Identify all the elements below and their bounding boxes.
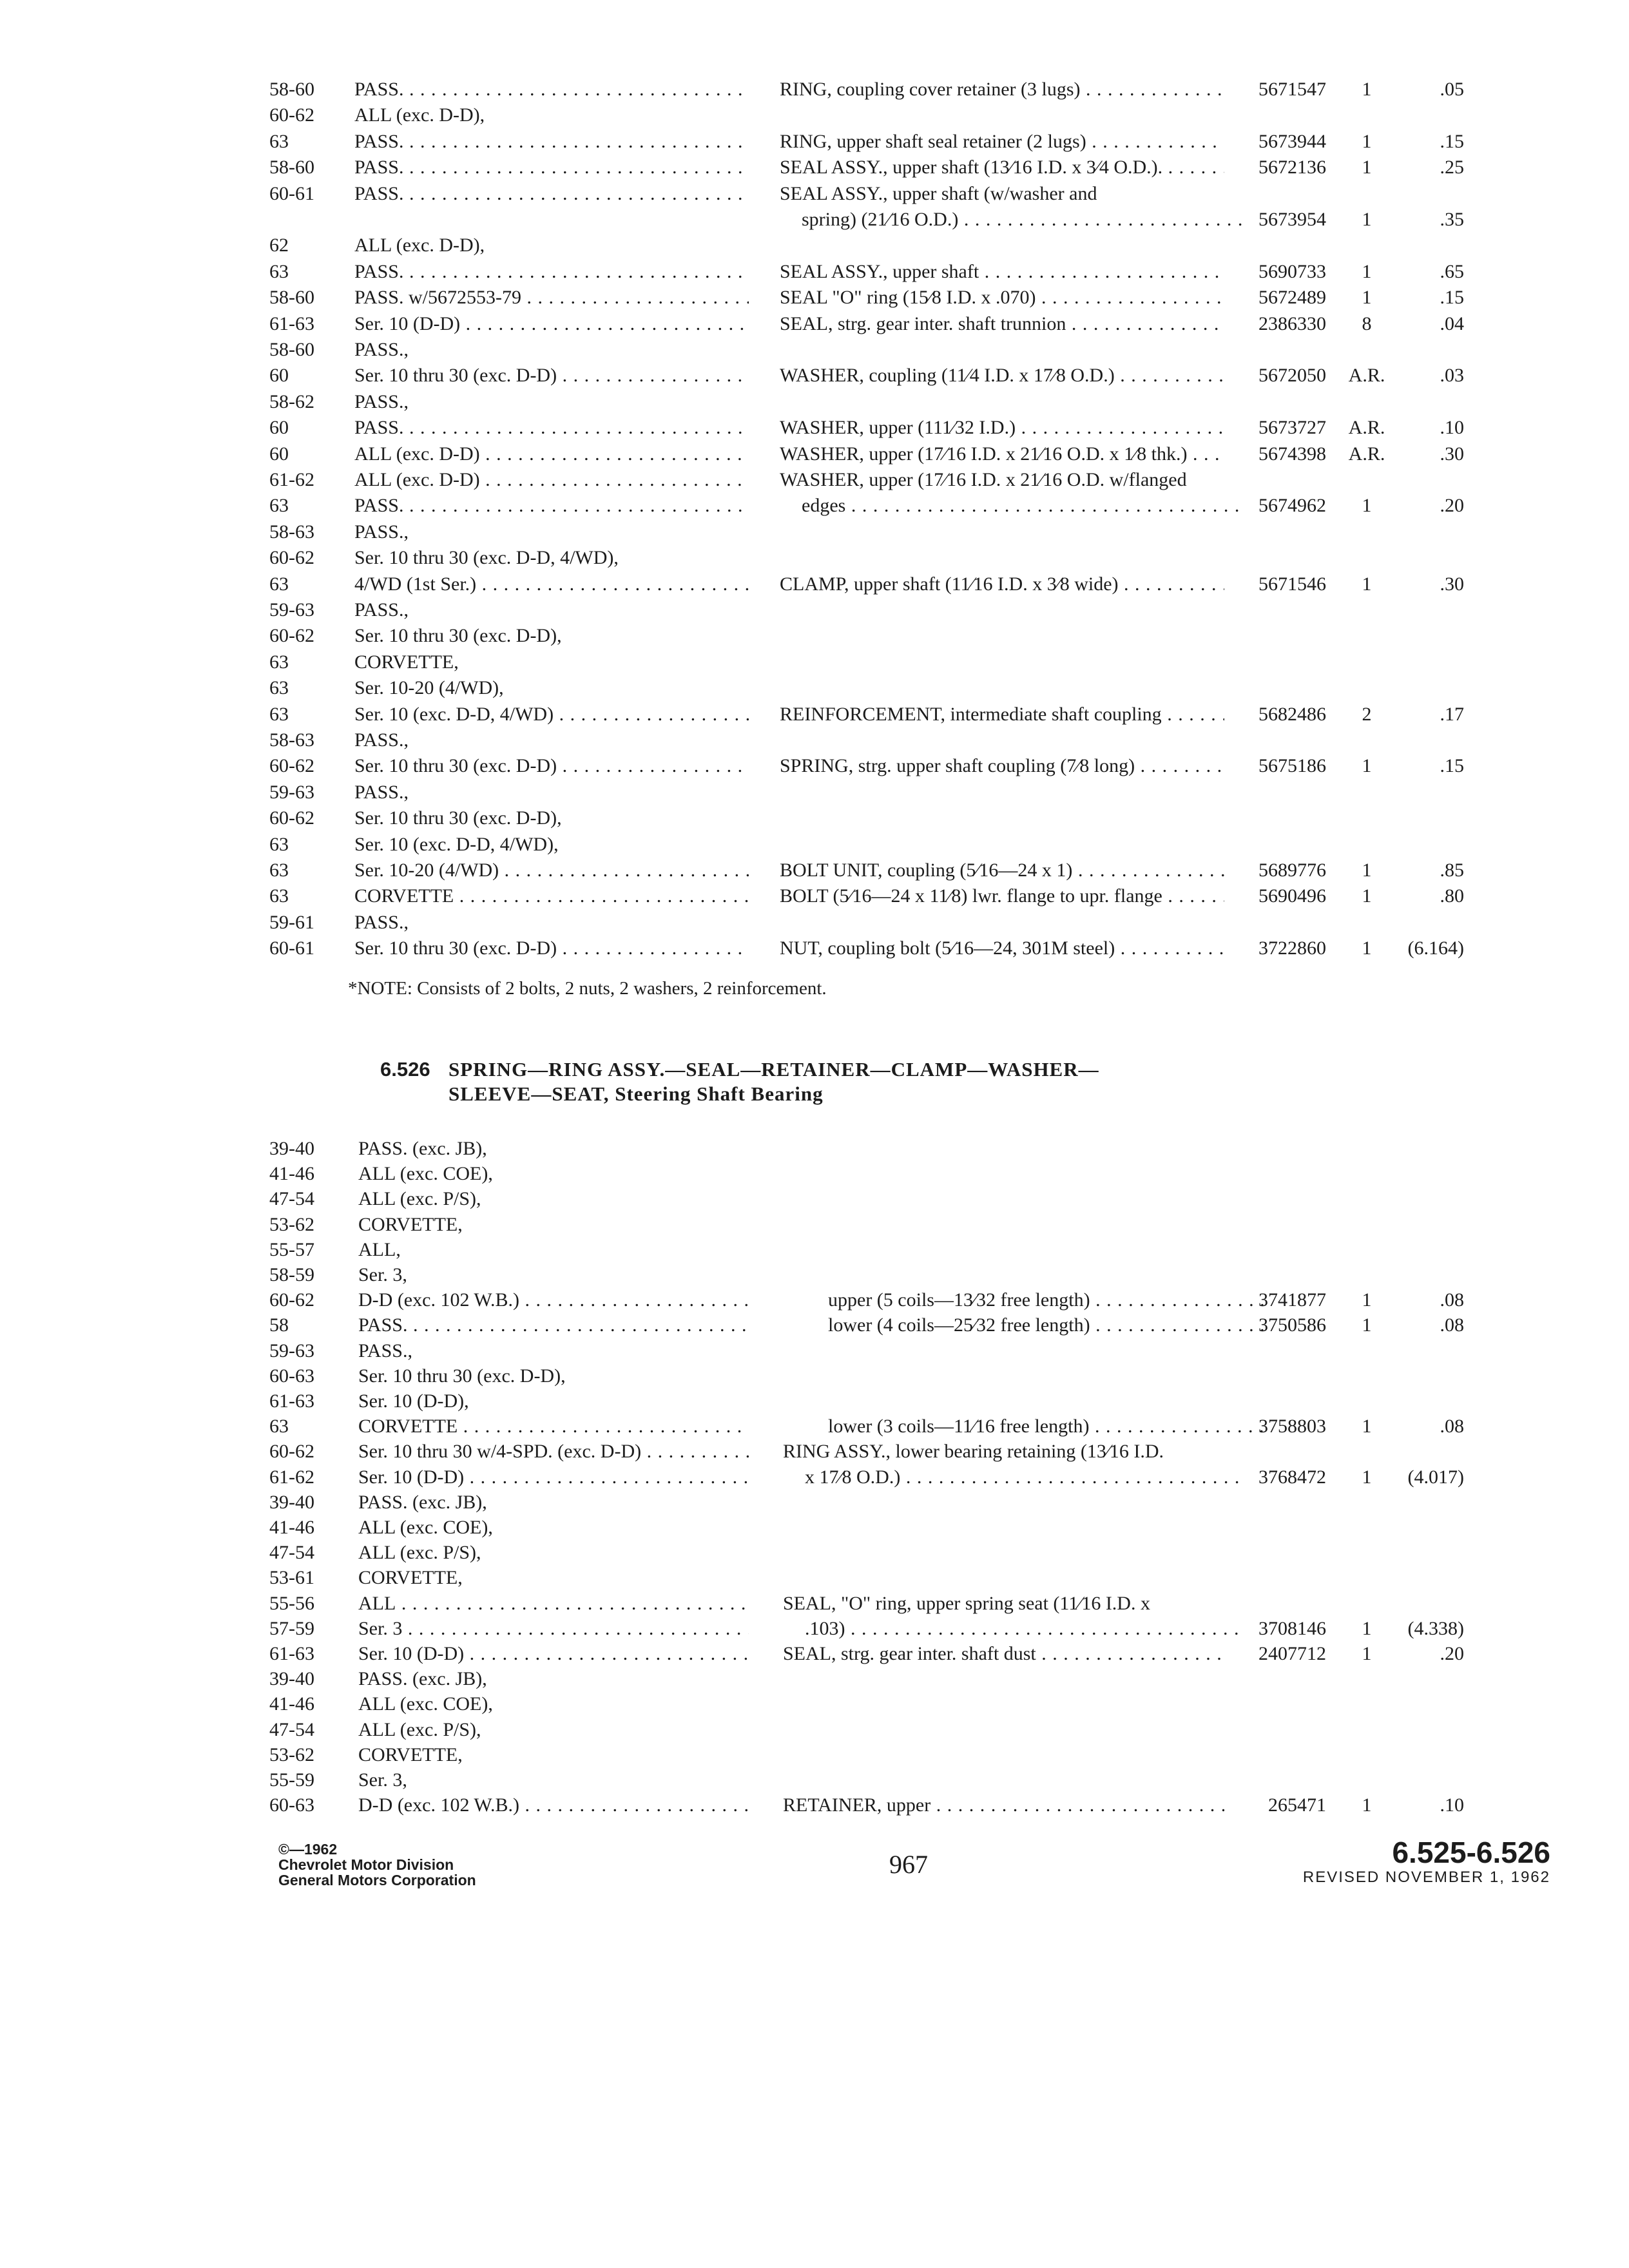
table-row	[0, 154, 1629, 181]
price-cell: .20	[1440, 1643, 1464, 1664]
table-row	[0, 1262, 1629, 1289]
year-cell: 63	[269, 833, 289, 855]
price-cell: .10	[1440, 1794, 1464, 1816]
year-cell: 59-63	[269, 599, 314, 620]
year-cell: 60-62	[269, 547, 314, 569]
price-cell: .05	[1440, 79, 1464, 100]
quantity-cell: 1	[1362, 209, 1372, 230]
quantity-cell: 1	[1362, 755, 1372, 777]
part-number-cell: 2386330	[1258, 312, 1326, 334]
price-cell: .15	[1440, 755, 1464, 777]
quantity-cell: 1	[1362, 130, 1372, 152]
part-number-cell: 3750586	[1258, 1314, 1326, 1336]
table-row	[0, 1160, 1629, 1187]
table-row	[0, 1767, 1629, 1794]
price-cell: .08	[1440, 1314, 1464, 1336]
year-cell: 63	[269, 260, 289, 282]
footnote: *NOTE: Consists of 2 bolts, 2 nuts, 2 washers, 2 reinforcement.	[348, 978, 827, 999]
application-cell: CORVETTE,	[354, 651, 459, 673]
table-row	[0, 857, 1629, 884]
table-row	[0, 102, 1629, 129]
price-cell: .15	[1440, 130, 1464, 152]
part-number-cell: 5673954	[1258, 209, 1326, 230]
description-cell: lower (3 coils—11⁄16 free length) . . .	[783, 1413, 1269, 1440]
table-row	[0, 1287, 1629, 1314]
year-cell: 63	[269, 703, 289, 725]
description-cell: BOLT (5⁄16—24 x 11⁄8) lwr. flange to upr. flange . . .	[780, 883, 1224, 910]
table-row	[0, 76, 1629, 103]
table-row	[0, 362, 1629, 389]
quantity-cell: 2	[1362, 703, 1372, 725]
table-row	[0, 258, 1629, 285]
application-cell: PASS. (exc. JB),	[358, 1491, 487, 1513]
year-cell: 60-62	[269, 104, 314, 126]
year-cell: 60-62	[269, 1289, 314, 1311]
year-cell: 58-60	[269, 287, 314, 309]
year-cell: 47-54	[269, 1542, 314, 1564]
table-row	[0, 336, 1629, 363]
table-row	[0, 1590, 1629, 1617]
year-cell: 58-60	[269, 79, 314, 100]
application-cell: PASS.,	[354, 521, 409, 543]
year-cell: 58-62	[269, 390, 314, 412]
table-row	[0, 466, 1629, 494]
quantity-cell: 1	[1362, 1314, 1372, 1336]
table-row	[0, 1666, 1629, 1693]
year-cell: 61-62	[269, 1466, 314, 1488]
table-row	[0, 284, 1629, 311]
year-cell: 60-62	[269, 625, 314, 647]
description-cell: SEAL, strg. gear inter. shaft trunnion . . .	[780, 311, 1224, 338]
year-cell: 39-40	[269, 1138, 314, 1159]
table-row	[0, 1135, 1629, 1162]
table-row	[0, 1691, 1629, 1718]
price-cell: .10	[1440, 417, 1464, 439]
description-cell: SEAL ASSY., upper shaft (w/washer and	[780, 182, 1097, 204]
part-number-cell: 5674962	[1258, 495, 1326, 517]
year-cell: 63	[269, 573, 289, 595]
application-cell: PASS. . . .	[354, 258, 749, 285]
part-number-cell: 5672136	[1258, 157, 1326, 178]
part-number-cell: 5674398	[1258, 443, 1326, 465]
year-cell: 58-59	[269, 1264, 314, 1285]
application-cell: CORVETTE . . .	[358, 1413, 749, 1440]
table-row	[0, 831, 1629, 858]
year-cell: 60-62	[269, 1441, 314, 1463]
price-cell: .15	[1440, 287, 1464, 309]
year-cell: 58-63	[269, 729, 314, 751]
part-number-cell: 5689776	[1258, 860, 1326, 881]
application-cell: Ser. 10-20 (4/WD),	[354, 677, 504, 699]
price-cell: (6.164)	[1407, 937, 1464, 959]
publisher-block	[278, 1841, 476, 1888]
section-title-line-1: SPRING—RING ASSY.—SEAL—RETAINER—CLAMP—WASHER—	[448, 1058, 1099, 1081]
year-cell: 61-63	[269, 1643, 314, 1664]
part-number-cell: 5682486	[1258, 703, 1326, 725]
description-cell: SEAL, strg. gear inter. shaft dust . . .	[783, 1640, 1224, 1667]
part-number-cell: 3722860	[1258, 937, 1326, 959]
price-cell: .08	[1440, 1289, 1464, 1311]
table-row	[0, 544, 1629, 572]
table-row	[0, 1615, 1629, 1642]
table-row	[0, 1514, 1629, 1541]
table-row	[0, 649, 1629, 676]
section-code: 6.525-6.526	[1392, 1836, 1550, 1869]
application-cell: ALL (exc. D-D) . . .	[354, 466, 749, 494]
application-cell: ALL (exc. COE),	[358, 1163, 493, 1185]
description-cell: SEAL ASSY., upper shaft . . .	[780, 258, 1224, 285]
description-cell: SEAL ASSY., upper shaft (13⁄16 I.D. x 3⁄4 O.D.). . . .	[780, 154, 1224, 181]
quantity-cell: 1	[1362, 79, 1372, 100]
year-cell: 58-60	[269, 157, 314, 178]
year-cell: 41-46	[269, 1163, 314, 1185]
part-number-cell: 3708146	[1258, 1617, 1326, 1639]
table-row	[0, 779, 1629, 806]
application-cell: ALL (exc. D-D),	[354, 235, 485, 256]
description-cell: edges . . .	[780, 492, 1246, 519]
year-cell: 63	[269, 651, 289, 673]
quantity-cell: 1	[1362, 885, 1372, 907]
year-cell: 60-62	[269, 807, 314, 829]
application-cell: PASS. . . .	[354, 180, 749, 207]
application-cell: Ser. 10-20 (4/WD) . . .	[354, 857, 749, 884]
price-cell: .30	[1440, 573, 1464, 595]
quantity-cell: A.R.	[1348, 417, 1385, 439]
quantity-cell: 1	[1362, 1289, 1372, 1311]
quantity-cell: 1	[1362, 1466, 1372, 1488]
year-cell: 47-54	[269, 1718, 314, 1740]
table-row	[0, 622, 1629, 649]
description-cell: RING ASSY., lower bearing retaining (13⁄16 I.D.	[783, 1441, 1164, 1463]
application-cell: PASS. . . .	[354, 128, 749, 155]
price-cell: .25	[1440, 157, 1464, 178]
application-cell: PASS. . . .	[358, 1312, 749, 1339]
description-cell: WASHER, coupling (11⁄4 I.D. x 17⁄8 O.D.) . . .	[780, 362, 1224, 389]
page-number: 967	[889, 1850, 928, 1879]
year-cell: 61-62	[269, 469, 314, 490]
application-cell: ALL (exc. P/S),	[358, 1542, 481, 1564]
application-cell: ALL (exc. P/S),	[358, 1718, 481, 1740]
price-cell: .08	[1440, 1416, 1464, 1437]
application-cell: CORVETTE,	[358, 1744, 463, 1765]
table-row	[0, 1388, 1629, 1415]
year-cell: 55-56	[269, 1592, 314, 1614]
application-cell: PASS.,	[354, 390, 409, 412]
year-cell: 59-63	[269, 781, 314, 803]
price-cell: .30	[1440, 443, 1464, 465]
application-cell: CORVETTE,	[358, 1213, 463, 1235]
application-cell: Ser. 10 (D-D),	[358, 1390, 469, 1412]
description-cell: WASHER, upper (111⁄32 I.D.) . . .	[780, 414, 1224, 441]
application-cell: CORVETTE . . .	[354, 883, 749, 910]
table-row	[0, 232, 1629, 259]
application-cell: PASS.,	[354, 339, 409, 360]
year-cell: 61-63	[269, 312, 314, 334]
application-cell: Ser. 10 thru 30 w/4-SPD. (exc. D-D) . . .	[358, 1438, 749, 1465]
table-row	[0, 1186, 1629, 1213]
year-cell: 59-63	[269, 1340, 314, 1361]
application-cell: 4/WD (1st Ser.) . . .	[354, 571, 749, 598]
description-cell: RETAINER, upper . . .	[783, 1792, 1224, 1819]
table-row	[0, 128, 1629, 155]
year-cell: 63	[269, 885, 289, 907]
year-cell: 60	[269, 417, 289, 439]
price-cell: .20	[1440, 495, 1464, 517]
price-cell: .80	[1440, 885, 1464, 907]
year-cell: 39-40	[269, 1491, 314, 1513]
application-cell: Ser. 10 thru 30 (exc. D-D, 4/WD),	[354, 547, 619, 569]
price-cell: .35	[1440, 209, 1464, 230]
year-cell: 55-59	[269, 1769, 314, 1791]
application-cell: PASS.,	[354, 781, 409, 803]
company-line-2: General Motors Corporation	[278, 1872, 476, 1888]
price-cell: .85	[1440, 860, 1464, 881]
application-cell: PASS. . . .	[354, 414, 749, 441]
year-cell: 60-63	[269, 1365, 314, 1387]
year-cell: 61-63	[269, 1390, 314, 1412]
year-cell: 63	[269, 1416, 289, 1437]
application-cell: PASS. . . .	[354, 154, 749, 181]
table-row	[0, 1312, 1629, 1339]
application-cell: Ser. 3,	[358, 1264, 407, 1285]
application-cell: Ser. 10 (D-D) . . .	[358, 1640, 749, 1667]
table-row	[0, 519, 1629, 546]
table-row	[0, 1413, 1629, 1440]
application-cell: Ser. 10 (exc. D-D, 4/WD),	[354, 833, 559, 855]
table-row	[0, 1464, 1629, 1491]
table-row	[0, 206, 1629, 233]
part-number-cell: 5673944	[1258, 130, 1326, 152]
description-cell: CLAMP, upper shaft (11⁄16 I.D. x 3⁄8 wide) . . .	[780, 571, 1224, 598]
section-number: 6.526	[380, 1058, 430, 1081]
part-number-cell: 5671547	[1258, 79, 1326, 100]
description-cell: REINFORCEMENT, intermediate shaft coupling . . .	[780, 701, 1224, 728]
table-row	[0, 805, 1629, 832]
application-cell: Ser. 10 thru 30 (exc. D-D) . . .	[354, 753, 749, 780]
year-cell: 60-61	[269, 182, 314, 204]
quantity-cell: 1	[1362, 860, 1372, 881]
year-cell: 41-46	[269, 1693, 314, 1715]
year-cell: 58	[269, 1314, 289, 1336]
description-cell: WASHER, upper (17⁄16 I.D. x 21⁄16 O.D. w/flanged	[780, 469, 1187, 490]
year-cell: 47-54	[269, 1188, 314, 1210]
application-cell: PASS.,	[358, 1340, 412, 1361]
table-row	[0, 1792, 1629, 1819]
section-code-block	[1303, 1836, 1550, 1887]
description-cell: x 17⁄8 O.D.) . . .	[783, 1464, 1246, 1491]
description-cell: NUT, coupling bolt (5⁄16—24, 301M steel) . . .	[780, 935, 1224, 962]
quantity-cell: A.R.	[1348, 443, 1385, 465]
table-row	[0, 389, 1629, 416]
year-cell: 57-59	[269, 1617, 314, 1639]
part-number-cell: 5690496	[1258, 885, 1326, 907]
table-row	[0, 441, 1629, 468]
year-cell: 58-63	[269, 521, 314, 543]
quantity-cell: 1	[1362, 495, 1372, 517]
price-cell: .04	[1440, 312, 1464, 334]
description-cell: WASHER, upper (17⁄16 I.D. x 21⁄16 O.D. x 1⁄8 thk.) . . .	[780, 441, 1224, 468]
year-cell: 60	[269, 443, 289, 465]
application-cell: Ser. 10 (D-D) . . .	[358, 1464, 749, 1491]
quantity-cell: 1	[1362, 573, 1372, 595]
application-cell: Ser. 10 thru 30 (exc. D-D),	[358, 1365, 566, 1387]
year-cell: 41-46	[269, 1517, 314, 1538]
application-cell: ALL (exc. COE),	[358, 1517, 493, 1538]
table-row	[0, 1489, 1629, 1516]
year-cell: 59-61	[269, 911, 314, 933]
table-row	[0, 909, 1629, 936]
quantity-cell: 1	[1362, 287, 1372, 309]
table-row	[0, 414, 1629, 441]
table-row	[0, 1338, 1629, 1365]
table-row	[0, 675, 1629, 702]
description-cell: SPRING, strg. upper shaft coupling (7⁄8 long) . . .	[780, 753, 1224, 780]
quantity-cell: 8	[1362, 312, 1372, 334]
description-cell: SEAL, "O" ring, upper spring seat (11⁄16 I.D. x	[783, 1592, 1150, 1614]
price-cell: .65	[1440, 260, 1464, 282]
year-cell: 60-61	[269, 937, 314, 959]
quantity-cell: 1	[1362, 1416, 1372, 1437]
application-cell: ALL (exc. COE),	[358, 1693, 493, 1715]
part-number-cell: 3768472	[1258, 1466, 1326, 1488]
quantity-cell: 1	[1362, 1643, 1372, 1664]
application-cell: PASS.,	[354, 729, 409, 751]
part-number-cell: 5675186	[1258, 755, 1326, 777]
table-row	[0, 883, 1629, 910]
application-cell: ALL,	[358, 1238, 401, 1260]
company-line-1: Chevrolet Motor Division	[278, 1856, 454, 1873]
application-cell: Ser. 10 thru 30 (exc. D-D),	[354, 807, 562, 829]
application-cell: PASS. w/5672553-79 . . .	[354, 284, 749, 311]
part-number-cell: 5673727	[1258, 417, 1326, 439]
application-cell: Ser. 3,	[358, 1769, 407, 1791]
table-row	[0, 1539, 1629, 1566]
application-cell: Ser. 10 (exc. D-D, 4/WD) . . .	[354, 701, 749, 728]
application-cell: ALL (exc. P/S),	[358, 1188, 481, 1210]
quantity-cell: 1	[1362, 1617, 1372, 1639]
application-cell: D-D (exc. 102 W.B.) . . .	[358, 1792, 749, 1819]
application-cell: PASS. (exc. JB),	[358, 1138, 487, 1159]
year-cell: 55-57	[269, 1238, 314, 1260]
year-cell: 63	[269, 495, 289, 517]
description-cell: lower (4 coils—25⁄32 free length) . . .	[783, 1312, 1269, 1339]
year-cell: 63	[269, 860, 289, 881]
description-cell: upper (5 coils—13⁄32 free length) . . .	[783, 1287, 1269, 1314]
quantity-cell: 1	[1362, 260, 1372, 282]
table-row	[0, 935, 1629, 962]
price-cell: (4.338)	[1407, 1617, 1464, 1639]
description-cell: RING, coupling cover retainer (3 lugs) . . .	[780, 76, 1224, 103]
table-row	[0, 1564, 1629, 1591]
year-cell: 39-40	[269, 1668, 314, 1690]
application-cell: PASS.,	[354, 599, 409, 620]
part-number-cell: 5690733	[1258, 260, 1326, 282]
table-row	[0, 571, 1629, 598]
table-row	[0, 311, 1629, 338]
table-row	[0, 701, 1629, 728]
quantity-cell: A.R.	[1348, 365, 1385, 387]
year-cell: 53-62	[269, 1213, 314, 1235]
description-cell: .103) . . .	[783, 1615, 1246, 1642]
table-row	[0, 1640, 1629, 1667]
part-number-cell: 3758803	[1258, 1416, 1326, 1437]
application-cell: PASS. . . .	[354, 76, 749, 103]
application-cell: CORVETTE,	[358, 1567, 463, 1589]
part-number-cell: 5671546	[1258, 573, 1326, 595]
table-row	[0, 180, 1629, 207]
table-row	[0, 597, 1629, 624]
price-cell: .03	[1440, 365, 1464, 387]
part-number-cell: 3741877	[1258, 1289, 1326, 1311]
application-cell: ALL (exc. D-D) . . .	[354, 441, 749, 468]
price-cell: (4.017)	[1407, 1466, 1464, 1488]
table-row	[0, 1742, 1629, 1769]
table-row	[0, 492, 1629, 519]
part-number-cell: 265471	[1268, 1794, 1326, 1816]
year-cell: 63	[269, 677, 289, 699]
description-cell: spring) (21⁄16 O.D.) . . .	[780, 206, 1246, 233]
application-cell: D-D (exc. 102 W.B.) . . .	[358, 1287, 749, 1314]
application-cell: Ser. 10 thru 30 (exc. D-D) . . .	[354, 362, 749, 389]
part-number-cell: 2407712	[1258, 1643, 1326, 1664]
year-cell: 53-62	[269, 1744, 314, 1765]
application-cell: PASS. (exc. JB),	[358, 1668, 487, 1690]
table-row	[0, 727, 1629, 754]
application-cell: Ser. 10 thru 30 (exc. D-D) . . .	[354, 935, 749, 962]
application-cell: Ser. 10 thru 30 (exc. D-D),	[354, 625, 562, 647]
description-cell: SEAL "O" ring (15⁄8 I.D. x .070) . . .	[780, 284, 1224, 311]
table-row	[0, 1438, 1629, 1465]
part-number-cell: 5672489	[1258, 287, 1326, 309]
year-cell: 60-63	[269, 1794, 314, 1816]
year-cell: 53-61	[269, 1567, 314, 1589]
table-row	[0, 753, 1629, 780]
quantity-cell: 1	[1362, 1794, 1372, 1816]
year-cell: 63	[269, 130, 289, 152]
section-title-line-2: SLEEVE—SEAT, Steering Shaft Bearing	[448, 1082, 824, 1105]
description-cell: RING, upper shaft seal retainer (2 lugs) . . .	[780, 128, 1224, 155]
year-cell: 60-62	[269, 755, 314, 777]
quantity-cell: 1	[1362, 157, 1372, 178]
description-cell: BOLT UNIT, coupling (5⁄16—24 x 1) . . .	[780, 857, 1224, 884]
quantity-cell: 1	[1362, 937, 1372, 959]
table-row	[0, 1236, 1629, 1264]
table-row	[0, 1363, 1629, 1390]
part-number-cell: 5672050	[1258, 365, 1326, 387]
application-cell: ALL (exc. D-D),	[354, 104, 485, 126]
application-cell: Ser. 10 (D-D) . . .	[354, 311, 749, 338]
copyright: ©—1962	[278, 1841, 338, 1858]
year-cell: 58-60	[269, 339, 314, 360]
revision-date: REVISED NOVEMBER 1, 1962	[1302, 1869, 1550, 1886]
application-cell: Ser. 3 . . .	[358, 1615, 749, 1642]
application-cell: PASS. . . .	[354, 492, 749, 519]
application-cell: ALL . . .	[358, 1590, 749, 1617]
year-cell: 62	[269, 235, 289, 256]
application-cell: PASS.,	[354, 911, 409, 933]
table-row	[0, 1211, 1629, 1238]
price-cell: .17	[1440, 703, 1464, 725]
table-row	[0, 1716, 1629, 1744]
year-cell: 60	[269, 365, 289, 387]
